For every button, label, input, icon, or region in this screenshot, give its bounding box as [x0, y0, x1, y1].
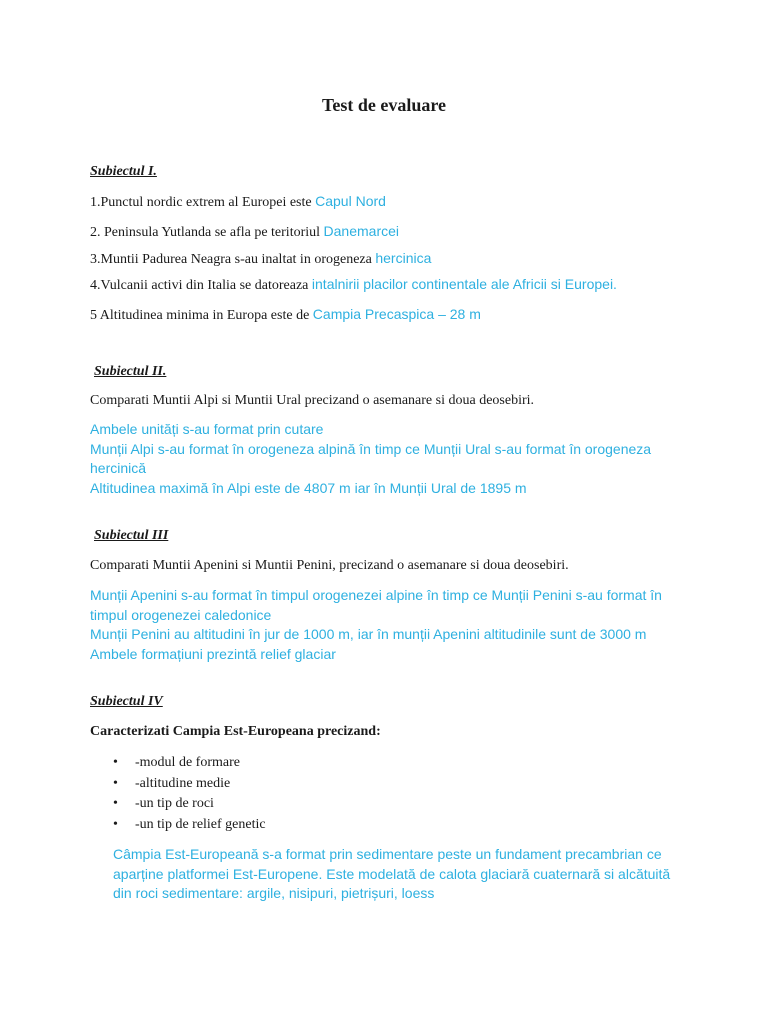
s4-question: Caracterizati Campia Est-Europeana precizand:	[90, 724, 381, 739]
section-heading-1: Subiectul I.	[90, 164, 157, 179]
s3-answer-3: Ambele formațiuni prezintă relief glaciar	[90, 645, 336, 662]
bullet-icon: •	[113, 816, 118, 832]
s1-answer-2: Danemarcei	[323, 223, 400, 239]
s3-answers	[90, 586, 680, 664]
s1-answer-5: Campia Precaspica – 28 m	[312, 306, 481, 322]
s1-answer-3: hercinica	[375, 250, 432, 266]
s2-answer-3: Altitudinea maximă în Alpi este de 4807 m iar în Munții Ural de 1895 m	[90, 479, 527, 496]
s2-question: Comparati Muntii Alpi si Muntii Ural precizand o asemanare si doua deosebiri.	[90, 393, 535, 408]
s1-answer-4: intalnirii placilor continentale ale Africii si Europei.	[311, 276, 617, 292]
bullet-icon: •	[113, 775, 118, 791]
section-heading-4: Subiectul IV	[90, 694, 163, 709]
s1-question-4: 4.Vulcanii activi din Italia se datoreaza	[90, 278, 312, 293]
s1-question-2: 2. Peninsula Yutlanda se afla pe teritoriul	[90, 225, 324, 240]
s1-item-5	[90, 305, 481, 325]
s1-item-2	[90, 222, 399, 242]
s1-item-4	[90, 275, 617, 295]
s4-answer: Câmpia Est-Europeană s-a format prin sedimentare peste un fundament precambrian ce aparține platformei Est-Europene. Este modelată de calota glaciară cuaternară si alcătuită din roci sedimentare: argile, nisipuri, pietrișuri, loess	[113, 846, 671, 901]
section-heading-3: Subiectul III	[94, 528, 169, 543]
s2-answer-2: Munții Alpi s-au format în orogeneza alpină în timp ce Munții Ural s-au format în orogeneza hercinică	[90, 440, 652, 476]
s1-question-5: 5 Altitudinea minima in Europa este de	[90, 308, 313, 323]
s3-answer-2: Munții Penini au altitudini în jur de 1000 m, iar în munții Apenini altitudinile sunt de 3000 m	[90, 626, 647, 642]
bullet-text: -altitudine medie	[135, 775, 231, 791]
s1-item-1	[90, 192, 386, 212]
bullet-icon: •	[113, 796, 118, 811]
s2-answers	[90, 420, 670, 498]
s1-item-3	[90, 249, 431, 269]
s3-answer-1: Munții Apenini s-au format în timpul orogenezei alpine în timp ce Munții Penini s-au format în timpul orogenezei caledonice	[90, 587, 662, 623]
s2-answer-1: Ambele unități s-au format prin cutare	[90, 421, 324, 437]
s1-question-3: 3.Muntii Padurea Neagra s-au inaltat in orogeneza	[90, 252, 376, 267]
s3-question: Comparati Muntii Apenini si Muntii Penini, precizand o asemanare si doua deosebiri.	[90, 558, 569, 573]
bullet-text: -modul de formare	[135, 755, 240, 770]
s1-question-1: 1.Punctul nordic extrem al Europei este	[90, 195, 316, 210]
section-heading-2: Subiectul II.	[94, 364, 167, 379]
bullet-icon: •	[113, 755, 118, 770]
bullet-text: -un tip de relief genetic	[135, 816, 266, 832]
bullet-text: -un tip de roci	[135, 796, 214, 811]
page-title: Test de evaluare	[322, 95, 446, 115]
s1-answer-1: Capul Nord	[315, 193, 386, 209]
